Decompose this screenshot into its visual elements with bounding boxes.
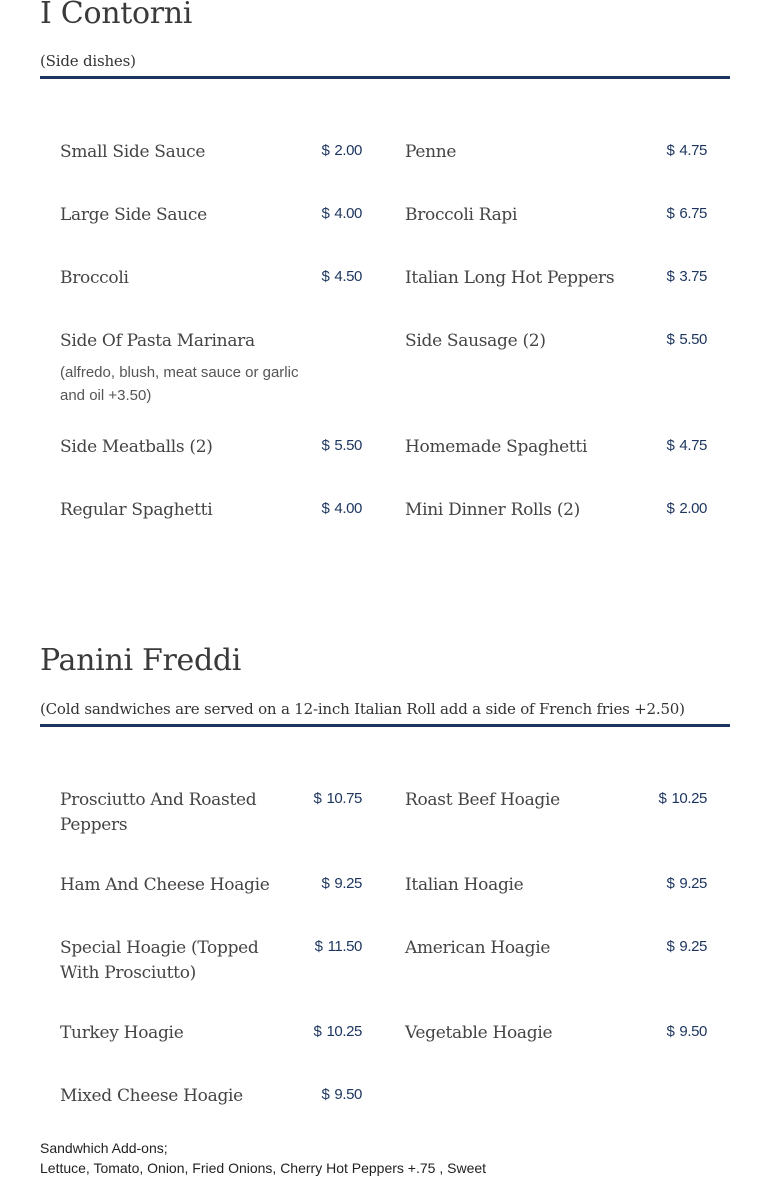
item-name: Special Hoagie (Topped With Prosciutto) [60, 938, 259, 983]
item-price: $ 10.25 [313, 1023, 362, 1040]
contorni-section [40, 0, 730, 560]
item-name: Vegetable Hoagie [405, 1023, 553, 1043]
item-price: $ 10.75 [313, 790, 362, 807]
item-name: Regular Spaghetti [60, 500, 213, 520]
item-price: $ 4.75 [666, 142, 707, 159]
section-divider [40, 724, 730, 727]
item-price: $ 3.75 [666, 268, 707, 285]
item-price: $ 9.25 [666, 938, 707, 955]
item-name: Small Side Sauce [60, 142, 206, 162]
item-name: Side Of Pasta Marinara [60, 331, 255, 351]
item-name: Italian Hoagie [405, 875, 524, 895]
item-price: $ 9.25 [321, 875, 362, 892]
sandwich-addons [40, 1138, 730, 1178]
item-name: Prosciutto And Roasted Peppers [60, 790, 257, 835]
item-description: (alfredo, blush, meat sauce or garlic and oil +3.50) [60, 364, 299, 404]
item-price: $ 4.50 [321, 268, 362, 285]
item-price: $ 11.50 [314, 938, 362, 955]
item-name: Homemade Spaghetti [405, 437, 588, 457]
item-price: $ 4.00 [321, 500, 362, 517]
item-price: $ 6.75 [666, 205, 707, 222]
item-name: Broccoli [60, 268, 129, 288]
item-name: Broccoli Rapi [405, 205, 518, 225]
item-name: Mixed Cheese Hoagie [60, 1086, 243, 1106]
item-price: $ 5.50 [321, 437, 362, 454]
panini-section [40, 643, 730, 1126]
item-name: Side Sausage (2) [405, 331, 546, 351]
item-price: $ 4.00 [321, 205, 362, 222]
item-price: $ 9.25 [666, 875, 707, 892]
addons-heading: Sandwhich Add-ons; [40, 1140, 168, 1156]
item-name: Penne [405, 142, 457, 162]
item-name: Turkey Hoagie [60, 1023, 184, 1043]
item-price: $ 2.00 [666, 500, 707, 517]
addons-text: Lettuce, Tomato, Onion, Fried Onions, Cherry Hot Peppers +.75 , Sweet [40, 1160, 487, 1176]
item-price: $ 9.50 [321, 1086, 362, 1103]
section-subtitle: (Cold sandwiches are served on a 12-inch Italian Roll add a side of French fries +2.50) [40, 700, 685, 718]
item-price: $ 10.25 [658, 790, 707, 807]
item-name: American Hoagie [405, 938, 551, 958]
item-price: $ 5.50 [666, 331, 707, 348]
item-name: Ham And Cheese Hoagie [60, 875, 270, 895]
item-name: Large Side Sauce [60, 205, 207, 225]
item-price: $ 2.00 [321, 142, 362, 159]
item-name: Side Meatballs (2) [60, 437, 213, 457]
item-name: Italian Long Hot Peppers [405, 268, 615, 288]
item-price: $ 4.75 [666, 437, 707, 454]
section-title: Panini Freddi [40, 643, 242, 678]
item-name: Mini Dinner Rolls (2) [405, 500, 581, 520]
section-title: I Contorni [40, 0, 193, 31]
section-divider [40, 76, 730, 79]
item-price: $ 9.50 [666, 1023, 707, 1040]
section-subtitle: (Side dishes) [40, 52, 136, 70]
item-name: Roast Beef Hoagie [405, 790, 560, 810]
